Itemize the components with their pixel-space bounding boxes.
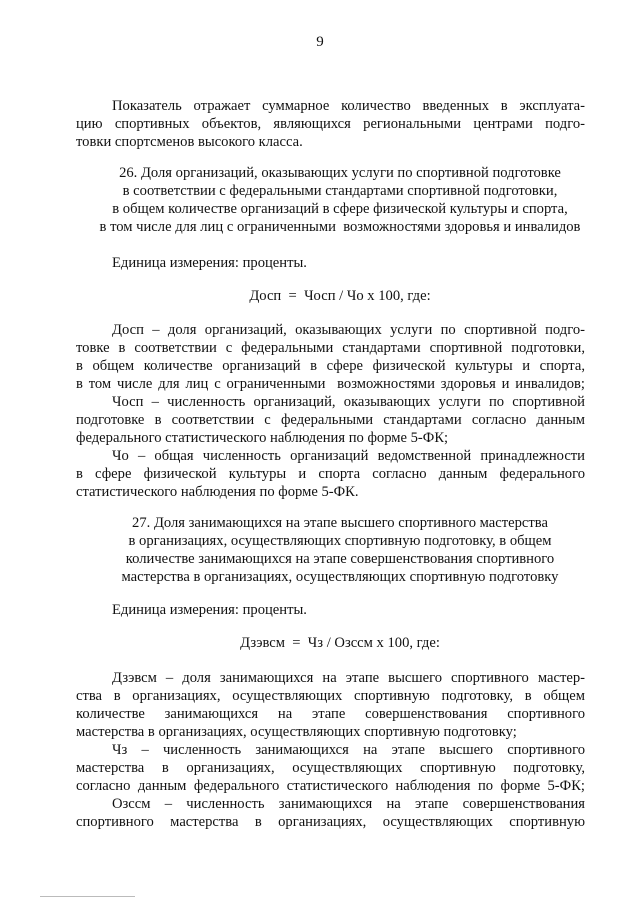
section26-heading-4: в том числе для лиц с ограниченными возможностями здоровья и инвалидов [99,219,581,235]
section26-def-5: Чосп – численность организаций, оказывающих услуги по спортивной [112,394,585,410]
section27-heading-3: количестве занимающихся на этапе совершенствования спортивного [125,551,555,567]
section26-heading-1: 26. Доля организаций, оказывающих услуги по спортивной подготовке [119,165,561,181]
intro-line-1: Показатель отражает суммарное количество введенных в эксплуата- [112,98,585,114]
section26-def-8: Чо – общая численность организаций ведомственной принадлежности [112,448,585,464]
section27-def-3: количестве занимающихся на этапе совершенствования спортивного [76,706,585,722]
section27-def-1: Дзэвсм – доля занимающихся на этапе высшего спортивного мастер- [112,670,585,686]
section27-def-4: мастерства в организациях, осуществляющих спортивную подготовку; [76,724,517,740]
section26-def-6: подготовке в соответствии с федеральными стандартами согласно данным [76,412,585,428]
section26-def-1: Досп – доля организаций, оказывающих услуги по спортивной подго- [112,322,585,338]
section27-formula: Дзэвсм = Чз / Озссм х 100, где: [240,635,440,651]
section27-def-2: ства в организациях, осуществляющих спортивную подготовку, в общем [76,688,585,704]
section27-def-5: Чз – численность занимающихся на этапе высшего спортивного [112,742,585,758]
section26-def-10: статистического наблюдения по форме 5-ФК. [76,484,359,500]
section26-heading-3: в общем количестве организаций в сфере физической культуры и спорта, [112,201,568,217]
section26-def-3: в общем количестве организаций в сфере физической культуры и спорта, [76,358,585,374]
section27-heading-1: 27. Доля занимающихся на этапе высшего спортивного мастерства [132,515,548,531]
intro-line-2: цию спортивных объектов, являющихся региональными центрами подго- [76,116,585,132]
section26-def-2: товке в соответствии с федеральными стандартами спортивной подготовки, [76,340,585,356]
section27-heading-2: в организациях, осуществляющих спортивную подготовку, в общем [128,533,552,549]
section26-def-4: в том числе для лиц с ограниченными возможностями здоровья и инвалидов; [76,376,585,392]
section27-def-7: согласно данным федерального статистического наблюдения по форме 5-ФК; [76,778,585,794]
section26-def-7: федерального статистического наблюдения по форме 5-ФК; [76,430,449,446]
section26-def-9: в сфере физической культуры и спорта согласно данным федерального [76,466,585,482]
section27-unit: Единица измерения: проценты. [112,602,307,618]
section26-heading-2: в соответствии с федеральными стандартами спортивной подготовки, [122,183,558,199]
section27-heading-4: мастерства в организациях, осуществляющих спортивную подготовку [121,569,559,585]
section26-formula: Досп = Чосп / Чо х 100, где: [249,288,431,304]
bottom-scan-line [40,896,135,897]
section26-unit: Единица измерения: проценты. [112,255,307,271]
intro-line-3: товки спортсменов высокого класса. [76,134,303,150]
section27-def-9: спортивного мастерства в организациях, осуществляющих спортивную [76,814,585,830]
section27-def-8: Озссм – численность занимающихся на этапе совершенствования [112,796,585,812]
page-number: 9 [316,34,324,50]
section27-def-6: мастерства в организациях, осуществляющих спортивную подготовку, [76,760,585,776]
